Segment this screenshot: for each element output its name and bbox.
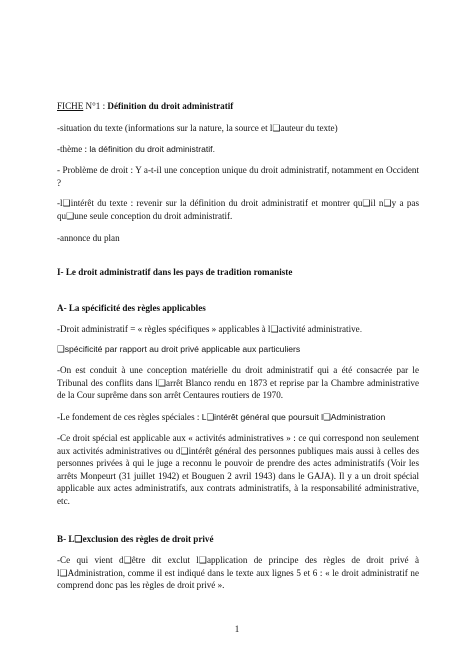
intro-theme-value: la définition du droit administratif. [89, 144, 215, 154]
sectionA-p2: ❑spécificité par rapport au droit privé applicable aux particuliers [57, 344, 301, 354]
intro-interet: -l❑intérêt du texte : revenir sur la définition du droit administratif et montrer qu❑il n❑y a pas qu❑une seule conception du droit administratif. [57, 198, 419, 221]
sectionA-p3: -On est conduit à une conception matérielle du droit administratif qui a été consacrée par le Tribunal des conflits dans l❑arrêt Blanco rendu en 1873 et reprise par la Chambre administrative de la Cour suprême dans son arrêt Centaures routiers de 1970. [57, 365, 419, 401]
intro-probleme: - Problème de droit : Y a-t-il une conception unique du droit administratif, notamment en Occident ? [57, 165, 419, 188]
part1-heading: I- Le droit administratif dans les pays de tradition romaniste [57, 267, 293, 277]
fiche-title-line [57, 100, 419, 113]
sectionA-p1: -Droit administratif = « règles spécifiques » applicables à l❑activité administrative. [57, 324, 363, 334]
intro-plan: -annonce du plan [57, 233, 120, 243]
fiche-label: FICHE [57, 101, 84, 111]
document-title: Définition du droit administratif [107, 101, 234, 111]
sectionB-p1: -Ce qui vient d❑être dit exclut l❑application de principe des règles de droit privé à l❑Administration, comme il est indiqué dans le texte aux lignes 5 et 6 : « le droit administratif ne comprend donc pas les règles de droit privé ». [57, 555, 419, 591]
sectionA-p5: -Ce droit spécial est applicable aux « activités administratives » : ce qui correspond non seulement aux activités administratives ou d❑intérêt général des personnes publiques mais aussi à celles des personnes privées à qui le juge a reconnu le pouvoir de prendre des actes administratifs (Voir les arrêts Monpeurt (31 juillet 1942) et Bouguen 2 avril 1943) dans le GAJA). Il y a un droit spécial applicable aux actes administratifs, aux contrats administratifs, à la responsabilité administrative, etc. [57, 433, 419, 506]
sectionA-heading: A- La spécificité des règles applicables [57, 303, 206, 313]
intro-theme-prefix: -thème : [57, 144, 90, 154]
intro-theme [57, 143, 419, 156]
sectionA-p4: -Le fondement de ces règles spéciales : L❑intérêt général que poursuit l❑Administration [57, 412, 386, 422]
fiche-number: N°1 : [83, 101, 108, 111]
intro-situation: -situation du texte (informations sur la nature, la source et l❑auteur du texte) [57, 123, 338, 133]
page-number: 1 [234, 624, 240, 634]
sectionB-heading: B- L❑exclusion des règles de droit privé [57, 534, 214, 544]
